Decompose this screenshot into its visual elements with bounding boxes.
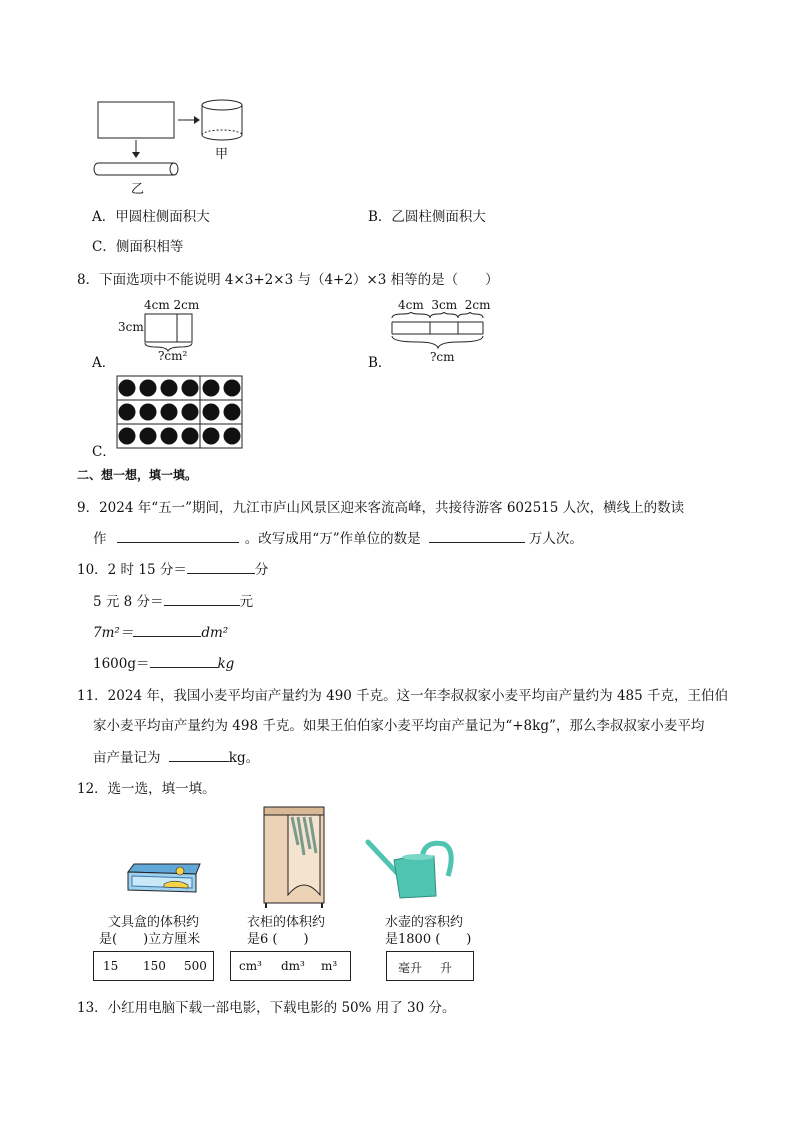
q8-b-top-label: 4cm 3cm 2cm <box>398 298 491 312</box>
grid-dot <box>119 404 136 421</box>
grid-dot <box>161 404 178 421</box>
q8-a-side-label: 3cm <box>118 320 144 334</box>
grid-dot <box>224 380 241 397</box>
q12-item3-opt2[interactable]: 升 <box>440 961 453 975</box>
q8-stem: 8．下面选项中不能说明 4×3+2×3 与（4+2）×3 相等的是（ ） <box>77 272 499 288</box>
grid-dot <box>182 380 199 397</box>
q10-l4-text: 1600g＝ <box>93 656 150 672</box>
q12-item1-line1: 文具盒的体积约 <box>108 915 200 930</box>
q10-line3 <box>93 621 228 641</box>
q12-item1-options <box>93 951 214 981</box>
q9-text-b: 。改写成用“万”作单位的数是 <box>244 531 421 547</box>
grid-dot <box>224 428 241 445</box>
q10-l2-text: 5 元 8 分＝ <box>93 594 164 610</box>
grid-dot <box>140 428 157 445</box>
q11-l3-unit: kg。 <box>228 750 260 766</box>
q10-line1 <box>77 558 268 578</box>
wardrobe-image <box>258 805 330 909</box>
q8-option-b-label: B． <box>368 355 392 371</box>
q12-item2-opt1[interactable]: cm³ <box>239 959 262 973</box>
q7-option-a: A．甲圆柱侧面积大 <box>92 209 210 225</box>
q11-line2: 家小麦平均亩产量约为 498 千克。如果王伯伯家小麦平均亩产量记为“+8kg”，那么李叔叔家小麦平均 <box>93 718 705 734</box>
q10-l2-unit: 元 <box>239 594 254 610</box>
q10-blank-4[interactable] <box>150 653 218 668</box>
q12-item3-line2: 是1800 ( ) <box>385 932 472 947</box>
cylinder-yi <box>94 163 178 175</box>
q8-a-bottom-label: ?cm² <box>158 349 188 363</box>
watering-kettle-image <box>364 836 464 902</box>
grid-dot <box>140 380 157 397</box>
q10-l1-text: 10．2 时 15 分＝ <box>77 562 187 578</box>
q8-c-dot-grid <box>116 375 246 451</box>
q12-item1-line2: 是( )立方厘米 <box>99 932 201 947</box>
pencil-case-image <box>124 858 204 900</box>
q10-line2 <box>93 590 253 610</box>
q8-b-bottom-label: ?cm <box>430 350 455 364</box>
label-jia: 甲 <box>215 147 229 162</box>
q10-l4-unit: kg <box>217 656 235 672</box>
q10-blank-2[interactable] <box>164 591 240 606</box>
q11-line1: 11．2024 年，我国小麦平均亩产量约为 490 千克。这一年李叔叔家小麦平均亩产量约为 485 千克，王伯伯 <box>77 688 729 704</box>
q9-line1: 9．2024 年“五一”期间，九江市庐山风景区迎来客流高峰，共接待游客 602515 人次，横线上的数读 <box>77 500 685 516</box>
q7-option-b: B．乙圆柱侧面积大 <box>368 209 486 225</box>
grid-dot <box>161 428 178 445</box>
label-yi: 乙 <box>131 182 145 197</box>
q12-item2-options <box>230 951 351 981</box>
q13-stem: 13．小红用电脑下载一部电影，下载电影的 50% 用了 30 分。 <box>77 1000 456 1016</box>
q8-b-figure <box>388 312 488 352</box>
q9-text-a: 作 <box>93 531 107 547</box>
grid-dot <box>140 404 157 421</box>
q7-option-c: C．侧面积相等 <box>92 239 184 255</box>
grid-dot <box>182 428 199 445</box>
grid-dot <box>203 404 220 421</box>
cylinder-jia <box>202 100 242 140</box>
grid-dot <box>182 404 199 421</box>
grid-dot <box>203 428 220 445</box>
q10-l3-text: 7m²＝ <box>93 625 134 641</box>
q11-l3-text: 亩产量记为 <box>93 750 161 766</box>
q12-item3-options <box>386 951 474 981</box>
q12-item2-opt2[interactable]: dm³ <box>281 959 305 973</box>
grid-dot <box>119 428 136 445</box>
q12-item1-opt2[interactable]: 150 <box>143 959 166 973</box>
q9-blank-read[interactable] <box>117 528 239 543</box>
q12-item1-opt3[interactable]: 500 <box>184 959 207 973</box>
q9-line2 <box>93 527 583 547</box>
q10-l3-unit: dm² <box>201 625 229 641</box>
q9-text-c: 万人次。 <box>528 531 583 547</box>
q8-option-a-label: A． <box>92 355 116 371</box>
rectangle-sheet <box>98 102 174 138</box>
q12-item3-line1: 水壶的容积约 <box>385 915 464 930</box>
q10-line4 <box>93 652 234 672</box>
q12-item2-line2: 是6 ( ) <box>247 932 309 947</box>
q11-blank[interactable] <box>169 747 229 762</box>
q12-item2-line1: 衣柜的体积约 <box>247 915 326 930</box>
q8-option-c-label: C． <box>92 444 116 460</box>
grid-dot <box>203 380 220 397</box>
q10-blank-3[interactable] <box>133 622 201 637</box>
grid-dot <box>161 380 178 397</box>
q12-item1-opt1[interactable]: 15 <box>103 959 119 973</box>
q12-stem: 12．选一选，填一填。 <box>77 781 216 797</box>
q10-blank-1[interactable] <box>187 559 255 574</box>
q8-a-top-label: 4cm 2cm <box>144 298 200 312</box>
q7-figure <box>90 96 260 196</box>
section-2-heading: 二、想一想，填一填。 <box>77 468 198 482</box>
q9-blank-wan[interactable] <box>429 528 525 543</box>
grid-dot <box>224 404 241 421</box>
q8-a-figure <box>140 312 200 352</box>
q10-l1-unit: 分 <box>254 562 269 578</box>
q12-item2-opt3[interactable]: m³ <box>321 959 338 973</box>
q11-line3 <box>93 746 259 766</box>
q12-item3-opt1[interactable]: 毫升 <box>398 961 423 975</box>
grid-dot <box>119 380 136 397</box>
